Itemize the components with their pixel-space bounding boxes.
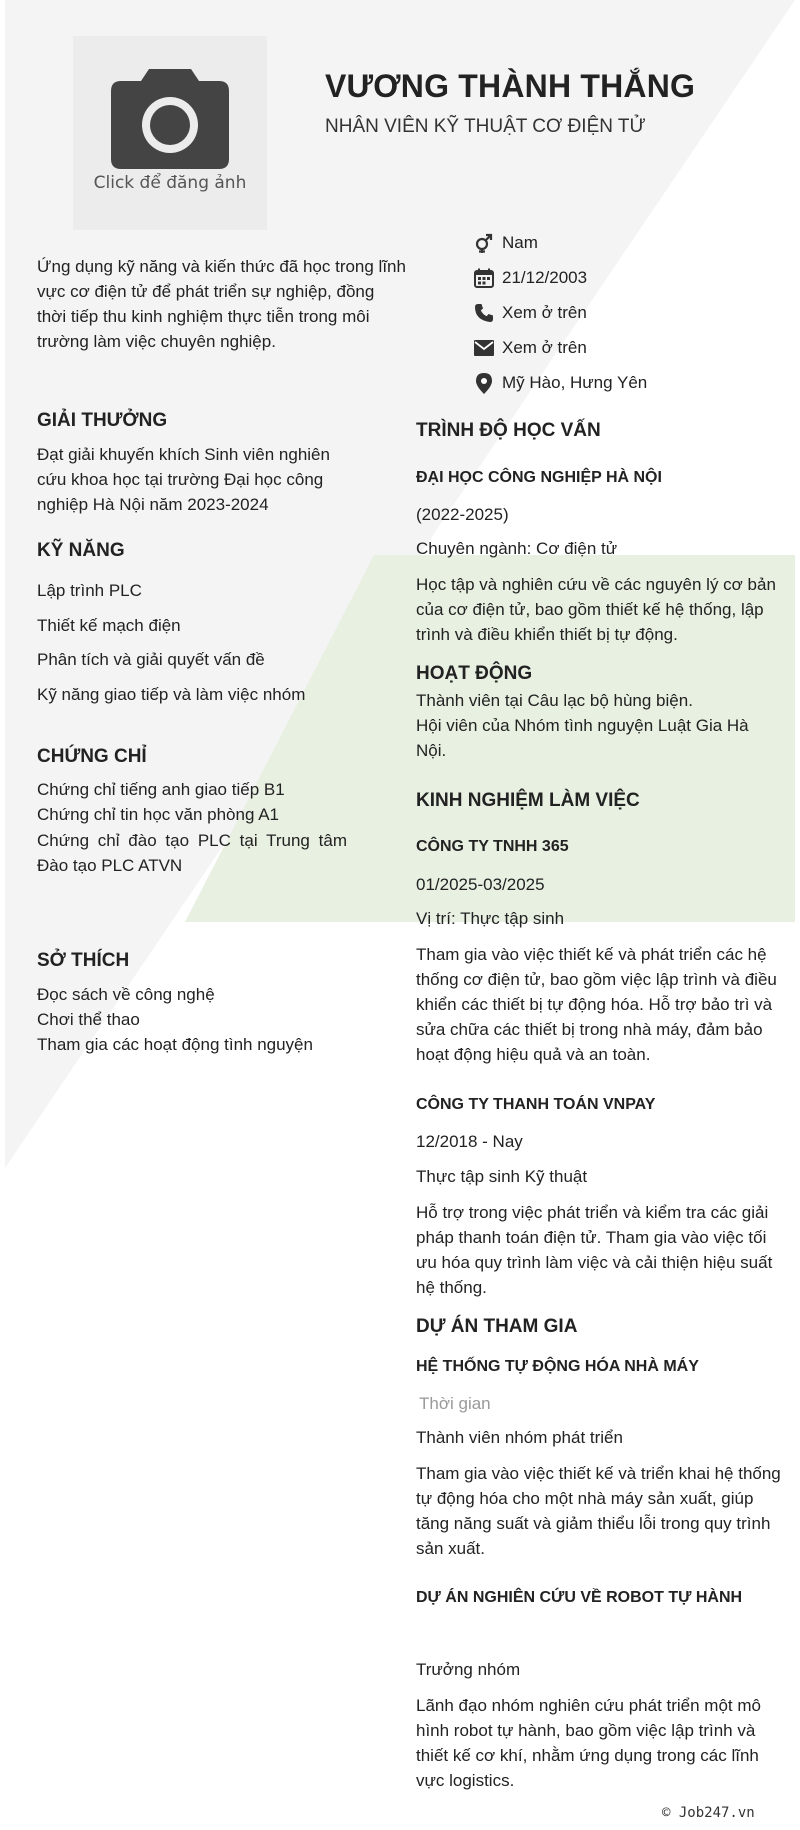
birthday-value: 21/12/2003 — [502, 268, 588, 287]
photo-upload-area[interactable] — [73, 36, 267, 230]
certificates-heading: CHỨNG CHỈ — [37, 746, 147, 767]
hobby-item: Chơi thể thao — [37, 1010, 140, 1029]
projects-heading: DỰ ÁN THAM GIA — [416, 1316, 578, 1337]
certificate-item: Chứng chỉ tin học văn phòng A1 — [37, 805, 279, 824]
location-icon — [472, 371, 496, 395]
gender-icon — [472, 231, 496, 255]
calendar-icon — [472, 266, 496, 290]
gender-value: Nam — [502, 233, 538, 252]
contact-email — [472, 336, 587, 360]
activity-item: Thành viên tại Câu lạc bộ hùng biện. — [416, 691, 693, 710]
project-role: Trưởng nhóm — [416, 1660, 521, 1679]
activities-heading: HOẠT ĐỘNG — [416, 663, 533, 684]
activity-item: Hội viên của Nhóm tình nguyện Luật Gia Hà Nội. — [416, 716, 749, 760]
candidate-name: VƯƠNG THÀNH THẮNG — [325, 68, 696, 104]
company-name: CÔNG TY TNHH 365 — [416, 838, 569, 855]
contact-address — [472, 371, 647, 395]
company-name: CÔNG TY THANH TOÁN VNPAY — [416, 1096, 656, 1113]
awards-text: Đạt giải khuyến khích Sinh viên nghiên cứu khoa học tại trường Đại học công nghiệp Hà Nội năm 2023-2024 — [37, 445, 330, 514]
contact-birthday — [472, 266, 587, 290]
education-major: Chuyên ngành: Cơ điện tử — [416, 539, 618, 558]
skill-item: Kỹ năng giao tiếp và làm việc nhóm — [37, 685, 306, 704]
job-period: 01/2025-03/2025 — [416, 875, 545, 894]
experience-heading: KINH NGHIỆM LÀM VIỆC — [416, 790, 640, 811]
photo-caption: Click để đăng ảnh — [93, 173, 247, 193]
education-heading: TRÌNH ĐỘ HỌC VẤN — [416, 420, 601, 441]
project-role: Thành viên nhóm phát triển — [416, 1428, 623, 1447]
job-title: NHÂN VIÊN KỸ THUẬT CƠ ĐIỆN TỬ — [325, 116, 646, 137]
job-description: Hỗ trợ trong việc phát triển và kiểm tra các giải pháp thanh toán điện tử. Tham gia vào việc tối ưu hóa quy trình làm việc và cải thiện hiệu suất hệ thống. — [416, 1203, 773, 1297]
project-description: Lãnh đạo nhóm nghiên cứu phát triển một mô hình robot tự hành, bao gồm việc lập trình và thiết kế cơ khí, nhằm ứng dụng trong các lĩnh vực logistics. — [416, 1696, 761, 1790]
school-name: ĐẠI HỌC CÔNG NGHIỆP HÀ NỘI — [416, 469, 662, 486]
job-role: Thực tập sinh Kỹ thuật — [416, 1167, 588, 1186]
address-value: Mỹ Hào, Hưng Yên — [502, 373, 648, 392]
skills-heading: KỸ NĂNG — [37, 540, 125, 561]
skill-item: Phân tích và giải quyết vấn đề — [37, 650, 265, 669]
skill-item: Lập trình PLC — [37, 581, 142, 600]
email-value: Xem ở trên — [502, 338, 587, 357]
hobby-item: Tham gia các hoạt động tình nguyện — [37, 1035, 313, 1054]
certificate-item: Chứng chỉ đào tạo PLC tại Trung tâm Đào tạo PLC ATVN — [37, 831, 347, 875]
email-icon — [472, 336, 496, 360]
job-period: 12/2018 - Nay — [416, 1132, 523, 1151]
education-period: (2022-2025) — [416, 505, 509, 524]
phone-icon — [472, 301, 496, 325]
hobbies-heading: SỞ THÍCH — [37, 950, 130, 971]
contact-gender — [472, 231, 538, 255]
contact-phone — [472, 301, 587, 325]
certificate-item: Chứng chỉ tiếng anh giao tiếp B1 — [37, 780, 285, 799]
camera-icon — [111, 65, 229, 169]
project-description: Tham gia vào việc thiết kế và triển khai hệ thống tự động hóa cho một nhà máy sản xuất, giúp tăng năng suất và giảm thiểu lỗi trong quy trình sản xuất. — [416, 1464, 781, 1558]
career-objective: Ứng dụng kỹ năng và kiến thức đã học trong lĩnh vực cơ điện tử để phát triển sự nghiệp, đồng thời tiếp thu kinh nghiệm thực tiễn trong môi trường làm việc chuyên nghiệp. — [37, 257, 406, 351]
job-role: Vị trí: Thực tập sinh — [416, 909, 565, 928]
project-time-placeholder[interactable]: Thời gian — [419, 1394, 491, 1413]
phone-value: Xem ở trên — [502, 303, 587, 322]
awards-heading: GIẢI THƯỞNG — [37, 410, 168, 431]
footer-watermark: © Job247.vn — [662, 1805, 755, 1821]
project-name: HỆ THỐNG TỰ ĐỘNG HÓA NHÀ MÁY — [416, 1358, 699, 1375]
education-description: Học tập và nghiên cứu về các nguyên lý cơ bản của cơ điện tử, bao gồm thiết kế hệ thống, lập trình và điều khiển thiết bị tự động. — [416, 575, 776, 644]
job-description: Tham gia vào việc thiết kế và phát triển các hệ thống cơ điện tử, bao gồm việc lập trình và điều khiển các thiết bị tự động hóa. Hỗ trợ bảo trì và sửa chữa các thiết bị trong nhà máy, đảm bảo hoạt động hiệu quả và an toàn. — [416, 945, 777, 1064]
hobby-item: Đọc sách về công nghệ — [37, 985, 215, 1004]
skill-item: Thiết kế mạch điện — [37, 616, 181, 635]
project-name: DỰ ÁN NGHIÊN CỨU VỀ ROBOT TỰ HÀNH — [416, 1589, 743, 1606]
